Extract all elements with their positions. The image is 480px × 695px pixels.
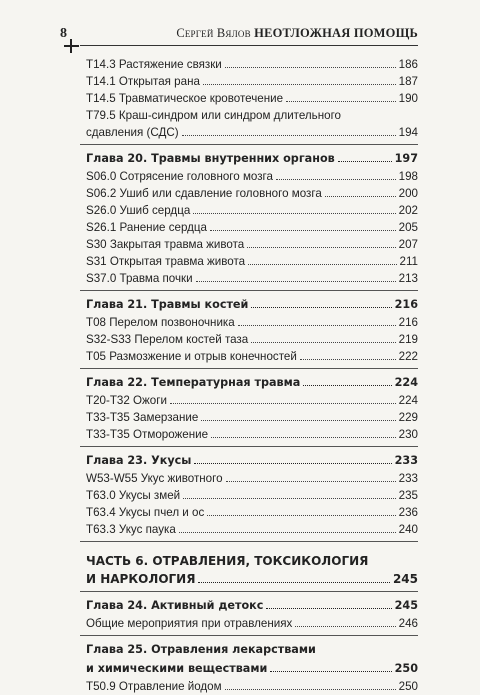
toc-entry (80, 314, 418, 331)
toc-title-line: ЧАСТЬ 6. ОТРАВЛЕНИЯ, ТОКСИКОЛОГИЯ (86, 554, 369, 568)
dot-leader (238, 325, 396, 326)
running-head (176, 26, 418, 41)
dot-leader (193, 213, 395, 214)
toc-chapter (80, 149, 418, 168)
toc-entry (80, 56, 418, 73)
toc-line (86, 678, 418, 695)
toc-page-number: 211 (399, 255, 418, 268)
toc-line (86, 451, 418, 470)
toc-line (86, 331, 418, 348)
dot-leader (201, 420, 395, 421)
dot-leader (210, 230, 396, 231)
toc-chapter (80, 596, 418, 615)
toc-entry (80, 107, 418, 145)
running-head-title: НЕОТЛОЖНАЯ ПОМОЩЬ (254, 26, 418, 40)
toc-page-number: 213 (398, 272, 418, 285)
toc-page-number: 235 (398, 489, 418, 502)
dot-leader (325, 196, 396, 197)
toc-part (80, 552, 418, 592)
toc-entry (80, 426, 418, 447)
toc-line (86, 596, 418, 615)
toc-title: T20-T32 Ожоги (86, 394, 167, 407)
toc-page-number: 250 (394, 662, 418, 675)
toc-chapter (80, 451, 418, 470)
toc-chapter (80, 640, 418, 678)
toc-title: Глава 21. Травмы костей (86, 298, 249, 311)
toc-entry (80, 202, 418, 219)
toc-title: S06.2 Ушиб или сдавление головного мозга (86, 187, 322, 200)
toc-line (86, 521, 418, 538)
toc-title-line: T79.5 Краш-синдром или синдром длительного (86, 109, 341, 122)
dot-leader (198, 582, 389, 583)
dot-leader (270, 671, 391, 672)
toc-line (86, 570, 418, 588)
dot-leader (207, 515, 395, 516)
dot-leader (225, 67, 396, 68)
dot-leader (251, 342, 395, 343)
toc-entry (80, 615, 418, 636)
dot-leader (266, 608, 391, 609)
dot-leader (247, 247, 395, 248)
toc-entry (80, 521, 418, 542)
dot-leader (295, 626, 395, 627)
toc-entry (80, 487, 418, 504)
toc-title: S30 Закрытая травма живота (86, 238, 245, 251)
toc-title: и химическими веществами (86, 662, 268, 675)
toc-page-number: 190 (398, 92, 418, 105)
dot-leader (276, 179, 396, 180)
toc-page-number: 219 (398, 333, 418, 346)
toc-title: S26.1 Ранение сердца (86, 221, 207, 234)
toc-page-number: 233 (394, 454, 418, 467)
dot-leader (211, 437, 396, 438)
toc-line (86, 149, 418, 168)
toc-title: Глава 20. Травмы внутренних органов (86, 152, 335, 165)
dot-leader (182, 135, 396, 136)
toc-page-number: 222 (398, 350, 418, 363)
toc-title: S31 Открытая травма живота (86, 255, 246, 268)
toc-entry (80, 504, 418, 521)
toc-entry (80, 73, 418, 90)
toc-title: Глава 22. Температурная травма (86, 376, 301, 389)
toc-line (86, 426, 418, 443)
toc-title: Глава 24. Активный детокс (86, 599, 264, 612)
toc-page-number: 187 (398, 75, 418, 88)
toc-chapter (80, 295, 418, 314)
toc-entry (80, 470, 418, 487)
toc-title: T33-T35 Замерзание (86, 411, 199, 424)
toc-title: И НАРКОЛОГИЯ (86, 572, 196, 586)
toc-title: T08 Перелом позвоночника (86, 316, 235, 329)
toc-page-number: 246 (398, 617, 418, 630)
toc-entry (80, 236, 418, 253)
toc-line (86, 504, 418, 521)
toc-title-line: Глава 25. Отравления лекарствами (86, 643, 316, 656)
page-number: 8 (60, 26, 67, 41)
toc-title: T63.0 Укусы змей (86, 489, 181, 502)
toc-entry (80, 270, 418, 291)
toc-line (86, 168, 418, 185)
toc-line (86, 392, 418, 409)
toc-page-number: 186 (398, 58, 418, 71)
dot-leader (303, 385, 391, 386)
toc-page-number: 197 (394, 152, 418, 165)
toc-page-number: 224 (398, 394, 418, 407)
toc-entry (80, 409, 418, 426)
toc-page-number: 198 (398, 170, 418, 183)
dot-leader (183, 498, 396, 499)
toc-title: Общие мероприятия при отравлениях (86, 617, 293, 630)
toc-title: S37.0 Травма почки (86, 272, 193, 285)
toc-page-number: 216 (394, 298, 418, 311)
toc-entry (80, 219, 418, 236)
toc-page-number: 240 (398, 523, 418, 536)
toc-entry (80, 90, 418, 107)
toc-entry (80, 331, 418, 348)
toc-line (86, 487, 418, 504)
crosshair-mark-vertical (70, 39, 72, 53)
toc-line (86, 373, 418, 392)
toc-line (86, 73, 418, 90)
toc-entry (80, 348, 418, 369)
toc-page-number: 245 (392, 572, 418, 586)
toc-entry (80, 253, 418, 270)
page-header (0, 0, 480, 50)
toc-line (86, 56, 418, 73)
toc-entry (80, 185, 418, 202)
dot-leader (203, 84, 396, 85)
toc-title: T14.5 Травматическое кровотечение (86, 92, 284, 105)
dot-leader (248, 264, 396, 265)
toc-line (86, 615, 418, 632)
toc-line (86, 236, 418, 253)
toc-line (86, 409, 418, 426)
toc-page-number: 200 (398, 187, 418, 200)
dot-leader (196, 281, 396, 282)
toc-page-number: 250 (398, 680, 418, 693)
toc-title: T63.3 Укус паука (86, 523, 176, 536)
dot-leader (179, 532, 396, 533)
toc-line (86, 219, 418, 236)
toc-entry (80, 678, 418, 695)
toc-page-number: 207 (398, 238, 418, 251)
toc-title: T05 Размозжение и отрыв конечностей (86, 350, 297, 363)
toc-title: T33-T35 Отморожение (86, 428, 209, 441)
toc-line (86, 185, 418, 202)
toc-title: S06.0 Сотрясение головного мозга (86, 170, 273, 183)
toc-line (86, 470, 418, 487)
toc-page-number: 230 (398, 428, 418, 441)
toc-title: T63.4 Укусы пчел и ос (86, 506, 205, 519)
toc-line (86, 253, 418, 270)
toc-page-number: 194 (398, 126, 418, 139)
dot-leader (338, 161, 392, 162)
toc-page-number: 216 (398, 316, 418, 329)
toc-line (86, 295, 418, 314)
toc-title: Глава 23. Укусы (86, 454, 192, 467)
running-head-author: Сергей Вялов (176, 26, 251, 40)
toc-title: S32-S33 Перелом костей таза (86, 333, 249, 346)
toc-title: сдавления (СДС) (86, 126, 179, 139)
header-rule (80, 45, 418, 46)
toc-title: W53-W55 Укус животного (86, 472, 223, 485)
dot-leader (194, 463, 391, 464)
toc-page-number: 224 (394, 376, 418, 389)
toc-page-number: 245 (394, 599, 418, 612)
toc-line (86, 659, 418, 678)
toc-line (86, 348, 418, 365)
toc-title: S26.0 Ушиб сердца (86, 204, 191, 217)
toc-line (86, 202, 418, 219)
dot-leader (170, 403, 396, 404)
toc-page-number: 202 (398, 204, 418, 217)
toc-line (86, 90, 418, 107)
toc-entry (80, 392, 418, 409)
dot-leader (226, 481, 396, 482)
dot-leader (251, 307, 391, 308)
toc-chapter (80, 373, 418, 392)
toc-line (86, 314, 418, 331)
toc-line (86, 124, 418, 141)
table-of-contents (80, 56, 418, 695)
dot-leader (225, 689, 396, 690)
toc-page-number: 236 (398, 506, 418, 519)
toc-page-number: 229 (398, 411, 418, 424)
dot-leader (286, 101, 396, 102)
toc-title: T14.1 Открытая рана (86, 75, 200, 88)
dot-leader (300, 359, 396, 360)
toc-title: T50.9 Отравление йодом (86, 680, 222, 693)
toc-entry (80, 168, 418, 185)
toc-title: T14.3 Растяжение связки (86, 58, 222, 71)
toc-page-number: 233 (398, 472, 418, 485)
toc-page-number: 205 (398, 221, 418, 234)
toc-line (86, 270, 418, 287)
